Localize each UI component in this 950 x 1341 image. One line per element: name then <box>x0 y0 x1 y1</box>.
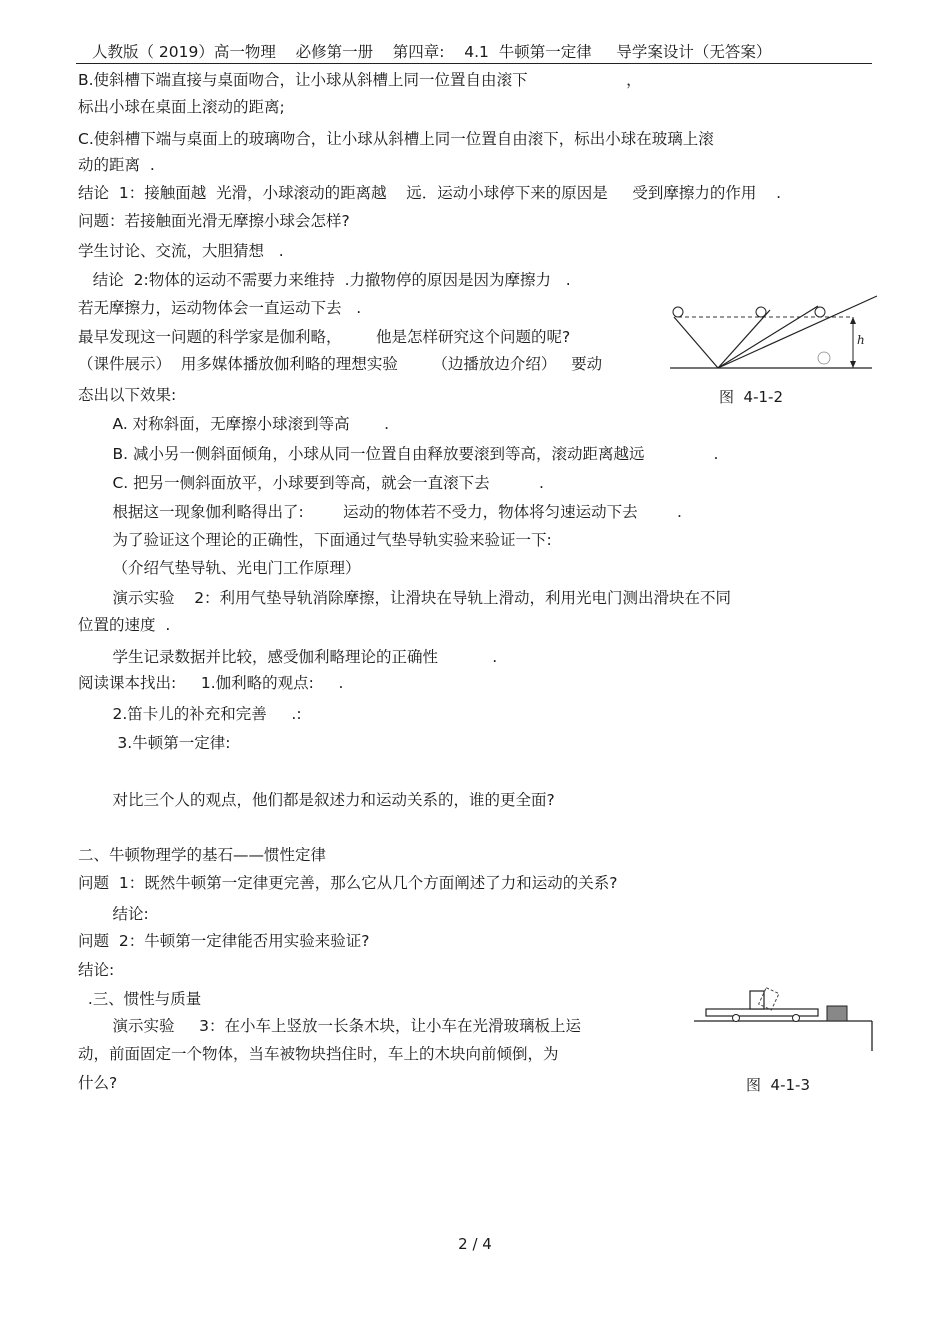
text-line-15: C. 把另一侧斜面放平，小球要到等高，就会一直滚下去 . <box>78 474 544 492</box>
text-line-6: 问题：若接触面光滑无摩擦小球会怎样? <box>78 212 350 230</box>
right-incline-steep <box>718 310 770 368</box>
text-line-25: 对比三个人的观点，他们都是叙述力和运动关系的，谁的更全面? <box>78 791 555 809</box>
ball-medium <box>815 307 825 317</box>
ball-start <box>673 307 683 317</box>
text-line-3: C.使斜槽下端与桌面上的玻璃吻合，让小球从斜槽上同一位置自由滚下，标出小球在玻璃上滚 <box>78 130 714 148</box>
text-line-5: 结论 1：接触面越 光滑，小球滚动的距离越 远．运动小球停下来的原因是 受到摩擦力的作用 . <box>78 184 782 202</box>
cart-body <box>706 1009 818 1016</box>
text-line-19: 演示实验 2：利用气垫导轨消除摩擦，让滑块在导轨上滑动，利用光电门测出滑块在不同 <box>78 589 732 607</box>
text-line-23: 2.笛卡儿的补充和完善 .: <box>78 705 302 723</box>
figure-caption-4-1-3: 图 4-1-3 <box>746 1076 810 1094</box>
text-line-2: 标出小球在桌面上滚动的距离; <box>78 98 285 116</box>
text-line-8: 结论 2:物体的运动不需要力来维持 .力撤物停的原因是因为摩擦力 . <box>78 271 571 289</box>
figure-caption-4-1-2: 图 4-1-2 <box>719 388 783 406</box>
text-line-34: 什么? <box>78 1074 118 1092</box>
cart-block-figure <box>692 985 878 1055</box>
text-line-13: A. 对称斜面，无摩擦小球滚到等高 . <box>78 415 390 433</box>
section-heading-inertia-mass: .三、惯性与质量 <box>78 990 202 1008</box>
header-rule <box>76 63 872 64</box>
height-arrow-up <box>850 317 856 324</box>
left-incline <box>674 317 718 368</box>
text-line-32: 演示实验 3：在小车上竖放一长条木块，让小车在光滑玻璃板上运 <box>78 1017 581 1035</box>
text-line-4: 动的距离 . <box>78 156 155 174</box>
text-line-11: （课件展示） 用多媒体播放伽利略的理想实验 （边播放边介绍） 要动 <box>78 355 603 373</box>
page-header: 人教版（ 2019）高一物理 必修第一册 第四章: 4.1 牛顿第一定律 导学案设计（无答案） <box>92 43 772 61</box>
height-arrow-down <box>850 361 856 368</box>
text-line-24: 3.牛顿第一定律: <box>78 734 231 752</box>
galileo-ramp-figure <box>660 288 882 372</box>
text-line-1: B.使斜槽下端直接与桌面吻合，让小球从斜槽上同一位置自由滚下 ， <box>78 71 642 89</box>
text-line-18: （介绍气垫导轨、光电门工作原理） <box>78 559 361 577</box>
text-line-9: 若无摩擦力，运动物体会一直运动下去 . <box>78 299 362 317</box>
text-line-30: 结论: <box>78 961 115 979</box>
upright-block <box>750 991 764 1009</box>
text-line-14: B. 减小另一侧斜面倾角，小球从同一位置自由释放要滚到等高，滚动距离越远 . <box>78 445 719 463</box>
text-line-20: 位置的速度 . <box>78 616 171 634</box>
ball-steep <box>756 307 766 317</box>
height-label: h <box>857 333 865 347</box>
text-line-12: 态出以下效果: <box>78 386 177 404</box>
cart-wheel-left <box>733 1015 740 1022</box>
text-line-7: 学生讨论、交流，大胆猜想 . <box>78 242 284 260</box>
text-line-22: 阅读课本找出: 1.伽利略的观点: . <box>78 674 344 692</box>
cart-wheel-right <box>793 1015 800 1022</box>
section-heading-inertia-law: 二、牛顿物理学的基石——惯性定律 <box>78 846 327 864</box>
text-line-17: 为了验证这个理论的正确性，下面通过气垫导轨实验来验证一下: <box>78 531 552 549</box>
text-line-27: 问题 1：既然牛顿第一定律更完善，那么它从几个方面阐述了力和运动的关系? <box>78 874 618 892</box>
text-line-29: 问题 2：牛顿第一定律能否用实验来验证? <box>78 932 370 950</box>
text-line-33: 动，前面固定一个物体，当车被物块挡住时，车上的木块向前倾倒，为 <box>78 1045 559 1063</box>
text-line-21: 学生记录数据并比较，感受伽利略理论的正确性 . <box>78 648 498 666</box>
stopper-block <box>827 1006 847 1021</box>
text-line-16: 根据这一现象伽利略得出了: 运动的物体若不受力，物体将匀速运动下去 . <box>78 503 682 521</box>
page-number: 2 / 4 <box>458 1235 492 1253</box>
right-incline-medium <box>718 306 818 368</box>
text-line-10: 最早发现这一问题的科学家是伽利略， 他是怎样研究这个问题的呢? <box>78 328 571 346</box>
text-line-28: 结论: <box>78 905 149 923</box>
faint-mark <box>818 352 830 364</box>
